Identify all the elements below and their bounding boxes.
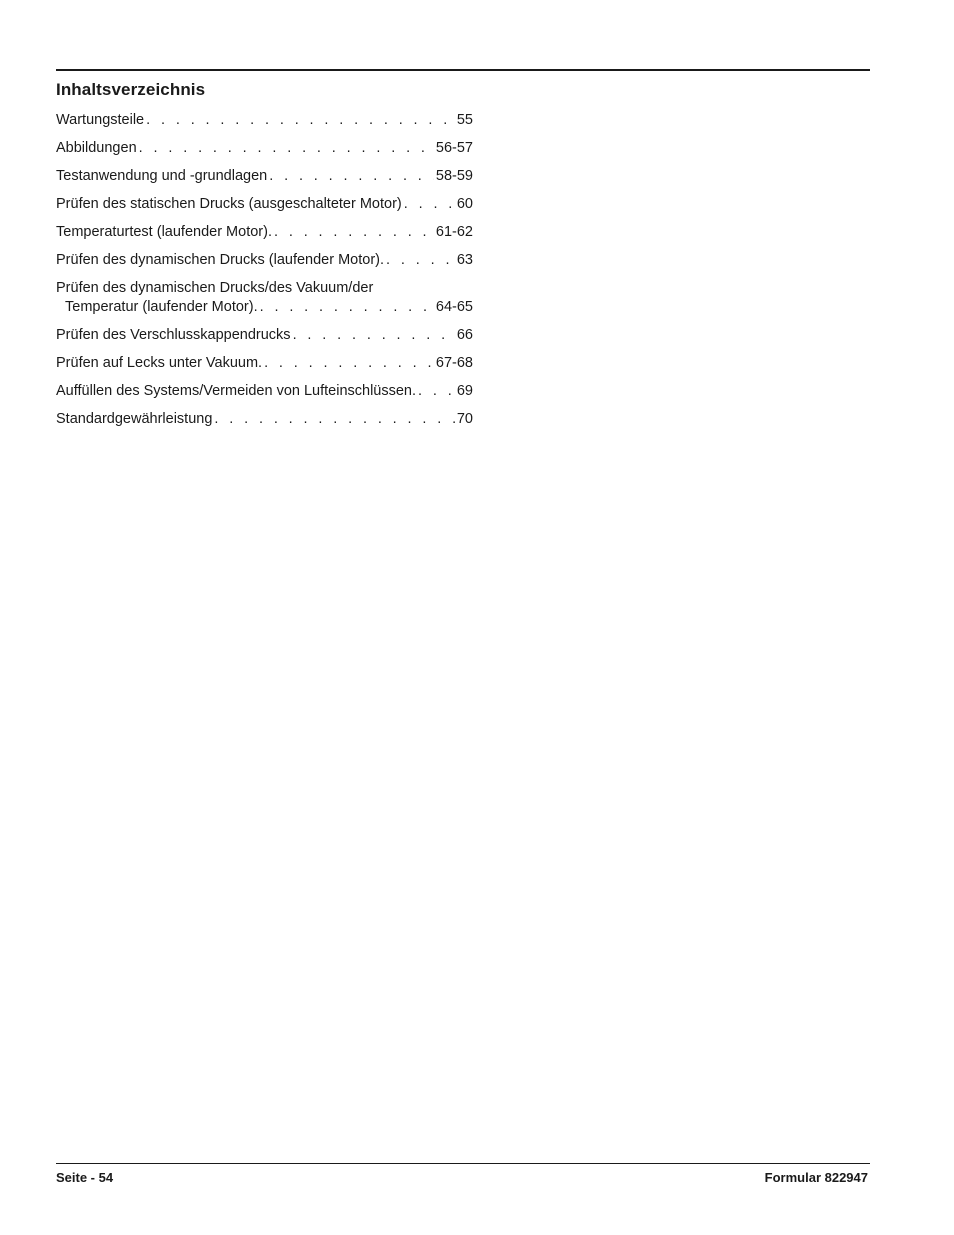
toc-entry-dynamischer-druck[interactable]	[56, 251, 473, 270]
toc-entry-text: Temperaturtest (laufender Motor).	[56, 224, 272, 240]
toc-entry-text: Auffüllen des Systems/Vermeiden von Lufteinschlüssen.	[56, 383, 417, 399]
toc-entry-text: Abbildungen	[56, 140, 137, 156]
toc-entry-page: 56-57	[435, 140, 473, 156]
toc-entry-page: 70	[456, 411, 473, 427]
toc-entry-temperaturtest[interactable]	[56, 223, 473, 242]
toc-entry-abbildungen[interactable]	[56, 139, 473, 158]
toc-entry-testanwendung[interactable]	[56, 167, 473, 186]
toc-entry-page: 67-68	[435, 355, 473, 371]
toc-title: Inhaltsverzeichnis	[56, 80, 206, 99]
toc-entry-text-line1: Prüfen des dynamischen Drucks/des Vakuum/der	[56, 280, 374, 296]
toc-entry-dynamischer-druck-vakuum-temperatur[interactable]	[56, 279, 473, 317]
dot-leader	[260, 298, 434, 317]
dot-leader	[293, 326, 455, 345]
toc-entry-page: 66	[456, 327, 473, 343]
toc-entry-page: 55	[456, 112, 473, 128]
dot-leader	[386, 251, 455, 270]
dot-leader	[269, 167, 434, 186]
dot-leader	[139, 139, 434, 158]
toc-entry-page: 63	[456, 252, 473, 268]
toc-entry-page: 64-65	[435, 299, 473, 315]
dot-leader	[146, 111, 455, 130]
dot-leader	[418, 382, 455, 401]
toc-entry-page: 60	[456, 196, 473, 212]
toc-entry-lecks-vakuum[interactable]	[56, 354, 473, 373]
toc-entry-wartungsteile[interactable]	[56, 111, 473, 130]
footer-page-number: Seite - 54	[56, 1170, 114, 1185]
dot-leader	[274, 223, 434, 242]
toc-list	[56, 111, 473, 438]
toc-entry-statischer-druck[interactable]	[56, 195, 473, 214]
toc-entry-page: 69	[456, 383, 473, 399]
dot-leader	[264, 354, 434, 373]
top-rule	[56, 69, 870, 71]
toc-entry-text: Prüfen auf Lecks unter Vakuum.	[56, 355, 263, 371]
toc-entry-text: Standardgewährleistung	[56, 411, 213, 427]
toc-entry-text: Prüfen des statischen Drucks (ausgeschalteter Motor)	[56, 196, 402, 212]
footer-form-number: Formular 822947	[764, 1170, 868, 1185]
dot-leader	[214, 410, 454, 429]
bottom-rule	[56, 1163, 870, 1164]
dot-leader	[404, 195, 455, 214]
toc-entry-page: 58-59	[435, 168, 473, 184]
toc-entry-text: Wartungsteile	[56, 112, 145, 128]
toc-entry-systemauffuellung[interactable]	[56, 382, 473, 401]
toc-entry-page: 61-62	[435, 224, 473, 240]
toc-entry-text: Testanwendung und -grundlagen	[56, 168, 268, 184]
toc-entry-verschlusskappendruck[interactable]	[56, 326, 473, 345]
toc-entry-gewaehrleistung[interactable]	[56, 410, 473, 429]
toc-entry-text: Prüfen des Verschlusskappendrucks	[56, 327, 291, 343]
toc-entry-text: Prüfen des dynamischen Drucks (laufender Motor).	[56, 252, 385, 268]
toc-entry-text: Temperatur (laufender Motor).	[65, 299, 258, 315]
